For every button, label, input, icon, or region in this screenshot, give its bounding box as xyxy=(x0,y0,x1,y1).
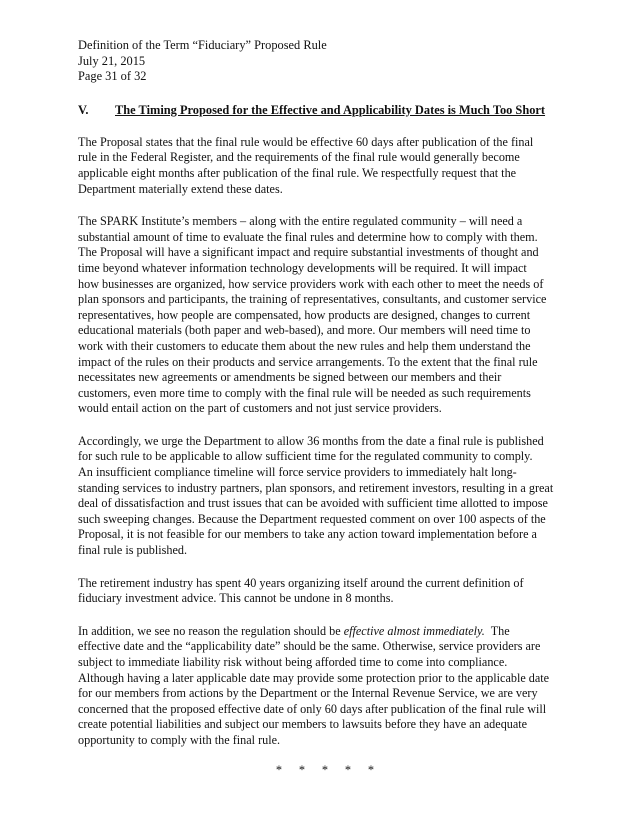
paragraph-line: would entail action on the part of customers and not just service providers. xyxy=(78,401,442,416)
paragraph-effective-date xyxy=(78,624,572,749)
paragraph-line-text: In addition, we see no reason the regulation should be xyxy=(78,623,344,638)
asterisk: * xyxy=(344,762,352,777)
paragraph-line: The retirement industry has spent 40 years organizing itself around the current definition of xyxy=(78,575,524,590)
paragraph-line: how businesses are organized, how service providers work with each other to meet the needs of xyxy=(78,276,544,291)
paragraph-line: such sweeping changes. Because the Department requested comment on over 100 aspects of the xyxy=(78,511,546,526)
paragraph-line: work with their customers to educate them about the new rules and help them understand the xyxy=(78,338,531,353)
paragraph-line: The Proposal states that the final rule would be effective 60 days after publication of the final xyxy=(78,134,534,149)
paragraph-line: for such rule to be applicable to allow sufficient time for the regulated community to comply. xyxy=(78,449,533,464)
asterisk: * xyxy=(298,762,306,777)
paragraph-line: create potential liabilities and subject our members to lawsuits before they have an adequate xyxy=(78,717,528,732)
paragraph-line: time beyond whatever information technology developments will be required. It will impact xyxy=(78,260,527,275)
paragraph-line: impact of the rules on their products and service arrangements. To the extent that the final rule xyxy=(78,354,538,369)
paragraph-line: applicable eight months after publication of the final rule. We respectfully request that the xyxy=(78,165,517,180)
asterisk: * xyxy=(275,762,283,777)
paragraph-line xyxy=(78,624,572,640)
paragraph-line: standing services to industry partners, plan sponsors, and retirement investors, resulting in a great xyxy=(78,480,554,495)
paragraph-line: educational materials (both paper and web-based), and more. Our members will need time to xyxy=(78,323,531,338)
paragraph-line: customers, even more time to comply with the final rule will be needed as such requirements xyxy=(78,385,531,400)
paragraph-line: The SPARK Institute’s members – along with the entire regulated community – will need a xyxy=(78,214,523,229)
paragraph-line: Accordingly, we urge the Department to allow 36 months from the date a final rule is published xyxy=(78,433,544,448)
asterisk: * xyxy=(321,762,329,777)
paragraph-line: effective date and the “applicability date” should be the same. Otherwise, service providers are xyxy=(78,639,541,654)
paragraph-36-months xyxy=(78,434,572,559)
paragraph-line: Proposal, it is not feasible for our members to take any action toward implementation before a xyxy=(78,527,537,542)
paragraph-line: concerned that the proposed effective date of only 60 days after publication of the final rule will xyxy=(78,701,547,716)
paragraph-members-need-time xyxy=(78,214,572,417)
paragraph-line: plan sponsors and participants, the training of representatives, consultants, and customer service xyxy=(78,292,547,307)
paragraph-line: opportunity to comply with the final rule. xyxy=(78,732,281,747)
paragraph-40-years xyxy=(78,576,572,607)
paragraph-line-text: The xyxy=(484,623,510,638)
end-of-section-marks xyxy=(78,763,572,778)
section-heading xyxy=(78,102,572,118)
body-paragraphs xyxy=(78,135,572,607)
header-page-number: Page 31 of 32 xyxy=(78,69,147,84)
paragraph-timing-request xyxy=(78,135,572,197)
section-number: V. xyxy=(78,102,89,117)
paragraph-line: necessitates new agreements or amendments be signed between our members and their xyxy=(78,370,502,385)
paragraph-line: Department materially extend these dates. xyxy=(78,181,283,196)
asterisk: * xyxy=(367,762,375,777)
paragraph-line: The Proposal will have a significant impact and require substantial investments of thought and xyxy=(78,245,539,260)
paragraph-line: An insufficient compliance timeline will force service providers to immediately halt long- xyxy=(78,465,517,480)
document-page xyxy=(78,38,572,778)
section-title: The Timing Proposed for the Effective and Applicability Dates is Much Too Short xyxy=(115,102,546,117)
paragraph-line: final rule is published. xyxy=(78,543,187,558)
header-title: Definition of the Term “Fiduciary” Proposed Rule xyxy=(78,38,327,52)
paragraph-line: subject to immediate liability risk without being afforded time to come into compliance. xyxy=(78,655,508,669)
paragraph-line: substantial amount of time to evaluate the final rules and determine how to comply with them. xyxy=(78,229,538,244)
paragraph-line: deal of dissatisfaction and trust issues that can be avoided with sufficient time allotted to impose xyxy=(78,496,548,511)
header-date: July 21, 2015 xyxy=(78,53,146,68)
paragraph-line: fiduciary investment advice. This cannot be undone in 8 months. xyxy=(78,591,394,606)
paragraph-line: Although having a later applicable date may provide some protection prior to the applicable date xyxy=(78,670,550,685)
paragraph-line: representatives, how people are compensated, how products are designed, changes to current xyxy=(78,307,531,322)
paragraph-line: for our members from actions by the Department or the Internal Revenue Service, we are very xyxy=(78,686,538,701)
paragraph-line: rule in the Federal Register, and the requirements of the final rule would generally become xyxy=(78,150,520,165)
emphasis-text: effective almost immediately. xyxy=(343,623,485,638)
